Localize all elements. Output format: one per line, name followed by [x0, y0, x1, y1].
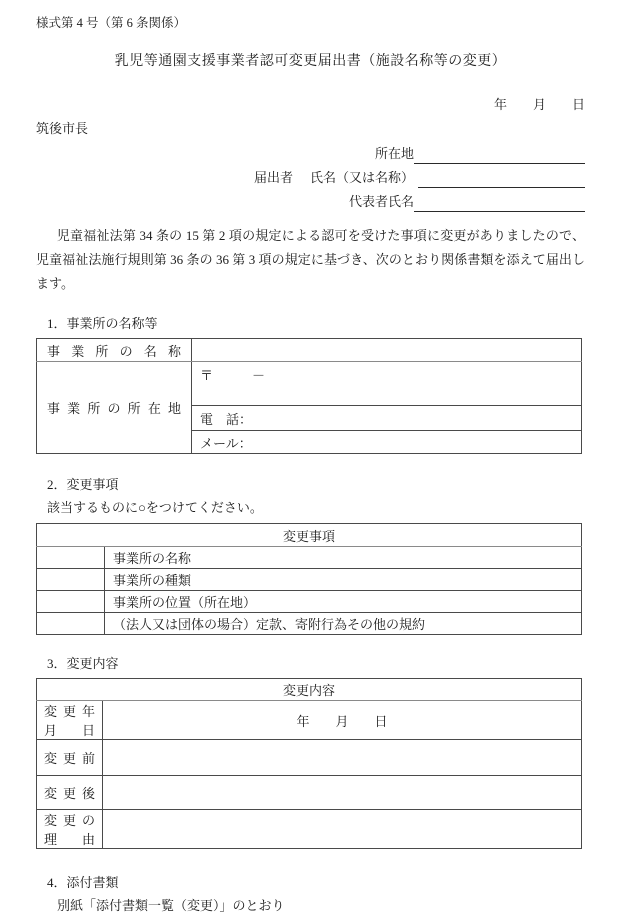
- declarant-role-label: 届出者: [253, 170, 293, 185]
- office-info-table: [36, 338, 582, 454]
- change-items-table: [36, 523, 582, 635]
- declarant-address-row: [36, 140, 585, 164]
- after-change-label: 変更後: [37, 776, 103, 810]
- postal-code-line: 〒 －: [200, 368, 266, 383]
- addressee-mayor: 筑後市長: [36, 121, 89, 136]
- circle-mark-cell-type[interactable]: [37, 569, 105, 591]
- section3-heading: 3．変更内容: [47, 656, 119, 671]
- section1-heading: 1．事業所の名称等: [47, 316, 158, 331]
- office-name-value-cell[interactable]: [192, 339, 582, 362]
- before-change-value-cell[interactable]: [103, 740, 582, 776]
- form-title: 乳児等通園支援事業者認可変更届出書（施設名称等の変更）: [114, 54, 507, 69]
- change-item-label: 事業所の種類: [105, 569, 582, 591]
- change-item-row: [37, 547, 582, 569]
- change-item-label: 事業所の位置（所在地）: [105, 591, 582, 613]
- section4-heading: 4．添付書類: [47, 875, 119, 890]
- change-details-header: 変更内容: [37, 679, 582, 701]
- declarant-name-row: [36, 164, 585, 188]
- postal-code-cell[interactable]: [192, 362, 582, 406]
- circle-mark-cell-articles[interactable]: [37, 613, 105, 635]
- mail-cell[interactable]: [192, 431, 582, 454]
- body-paragraph: 児童福祉法第 34 条の 15 第 2 項の規定による認可を受けた事項に変更がありましたので、児童福祉法施行規則第 36 条の 36 第 3 項の規定に基づき、次のとおり関係書類を添えて届出します。: [36, 228, 585, 291]
- change-reason-value-cell[interactable]: [103, 810, 582, 849]
- change-date-value-cell[interactable]: 年 月 日: [103, 701, 582, 740]
- circle-mark-cell-name[interactable]: [37, 547, 105, 569]
- declarant-name-input-line[interactable]: [418, 168, 585, 188]
- declarant-representative-row: [36, 188, 585, 212]
- attachment-note: 別紙「添付書類一覧（変更）」のとおり: [57, 898, 285, 913]
- change-item-row: [37, 569, 582, 591]
- change-date-label: 変更年月日: [37, 701, 103, 740]
- date-placeholder: 年 月 日: [493, 97, 585, 112]
- change-reason-label: 変更の理由: [37, 810, 103, 849]
- change-item-label: 事業所の名称: [105, 547, 582, 569]
- phone-cell[interactable]: [192, 406, 582, 431]
- form-number: 様式第 4 号（第 6 条関係）: [36, 16, 187, 30]
- office-address-label: 事業所の所在地: [37, 362, 192, 454]
- declarant-representative-label: 代表者氏名: [348, 194, 414, 209]
- declarant-address-label: 所在地: [374, 146, 414, 161]
- change-item-row: [37, 613, 582, 635]
- change-details-table: [36, 678, 582, 849]
- change-item-label: （法人又は団体の場合）定款、寄附行為その他の規約: [105, 613, 582, 635]
- circle-mark-cell-location[interactable]: [37, 591, 105, 613]
- declarant-representative-input-line[interactable]: [414, 192, 585, 212]
- declarant-name-label: 氏名（又は名称）: [309, 170, 414, 185]
- declarant-block: [36, 140, 585, 212]
- declarant-address-input-line[interactable]: [414, 144, 585, 164]
- phone-label: 電 話：: [200, 411, 253, 427]
- office-name-label: 事業所の名称: [37, 339, 192, 362]
- mail-label: メール：: [200, 435, 252, 451]
- change-items-header: 変更事項: [37, 524, 582, 547]
- section2-heading: 2．変更事項: [47, 477, 119, 492]
- change-item-row: [37, 591, 582, 613]
- after-change-value-cell[interactable]: [103, 776, 582, 810]
- circle-instruction: 該当するものに○をつけてください。: [47, 500, 263, 515]
- before-change-label: 変更前: [37, 740, 103, 776]
